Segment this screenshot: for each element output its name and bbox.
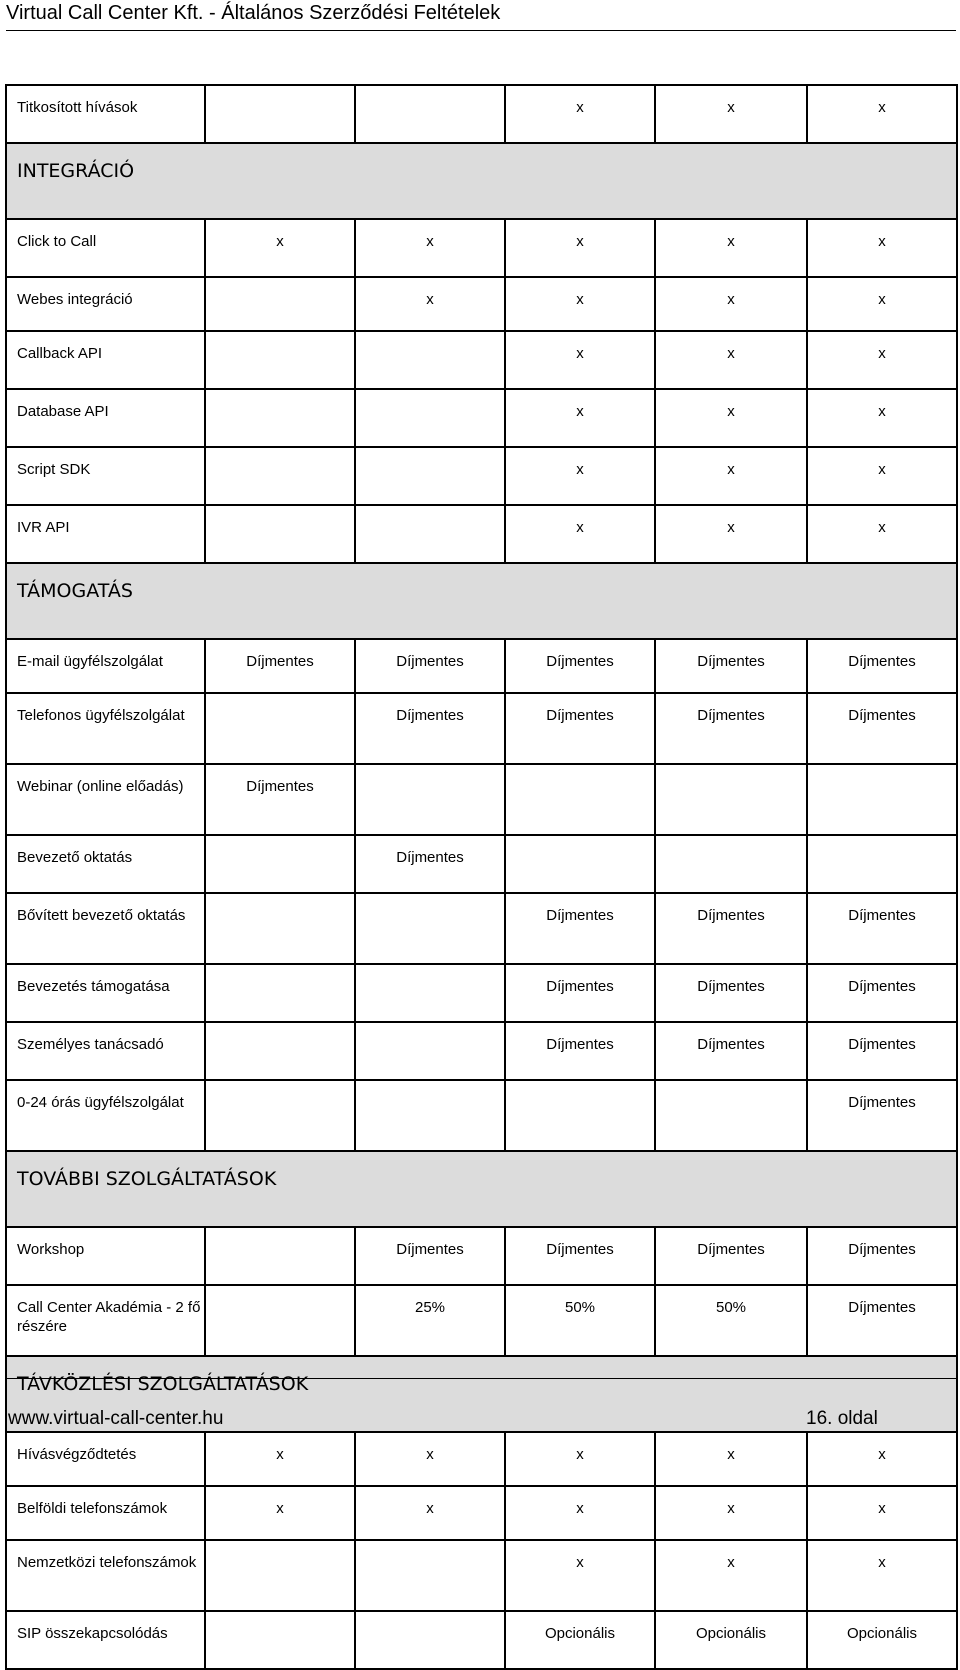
feature-label: Bevezető oktatás (6, 835, 205, 893)
plan-cell: Díjmentes (807, 1022, 957, 1080)
section-header-row (6, 1151, 957, 1227)
plan-cell: x (655, 1432, 807, 1486)
plan-cell (205, 1285, 355, 1356)
footer-page-number: 16. oldal (806, 1408, 878, 1429)
plan-cell (205, 1227, 355, 1285)
table-row (6, 1432, 957, 1486)
table-row (6, 835, 957, 893)
plan-cell: x (355, 219, 505, 277)
feature-label: Bevezetés támogatása (6, 964, 205, 1022)
section-header-row (6, 563, 957, 639)
plan-cell: Opcionális (505, 1611, 655, 1669)
table-row (6, 277, 957, 331)
feature-label: Személyes tanácsadó (6, 1022, 205, 1080)
plan-cell: Díjmentes (807, 639, 957, 693)
feature-comparison-table (5, 84, 958, 1670)
plan-cell: Díjmentes (655, 964, 807, 1022)
plan-cell (205, 1022, 355, 1080)
table-row (6, 1080, 957, 1151)
plan-cell: Díjmentes (807, 1080, 957, 1151)
table-row (6, 1227, 957, 1285)
table-row (6, 893, 957, 964)
table-row (6, 1285, 957, 1356)
plan-cell (205, 964, 355, 1022)
plan-cell (655, 835, 807, 893)
plan-cell: Díjmentes (655, 639, 807, 693)
plan-cell: x (205, 219, 355, 277)
feature-label: Telefonos ügyfélszolgálat (6, 693, 205, 764)
feature-label: Nemzetközi telefonszámok (6, 1540, 205, 1611)
feature-label: Hívásvégződtetés (6, 1432, 205, 1486)
plan-cell (355, 1022, 505, 1080)
plan-cell (355, 964, 505, 1022)
feature-label: E-mail ügyfélszolgálat (6, 639, 205, 693)
plan-cell (355, 85, 505, 143)
plan-cell: x (655, 505, 807, 563)
table-row (6, 764, 957, 835)
plan-cell: Díjmentes (505, 893, 655, 964)
plan-cell (205, 505, 355, 563)
plan-cell: 25% (355, 1285, 505, 1356)
plan-cell (355, 505, 505, 563)
table-row (6, 964, 957, 1022)
plan-cell: x (505, 219, 655, 277)
plan-cell (205, 85, 355, 143)
plan-cell (505, 1080, 655, 1151)
section-title: TÁVKÖZLÉSI SZOLGÁLTATÁSOK (6, 1356, 957, 1432)
plan-cell: x (505, 1486, 655, 1540)
plan-cell: Opcionális (807, 1611, 957, 1669)
plan-cell: Opcionális (655, 1611, 807, 1669)
plan-cell: x (807, 331, 957, 389)
plan-cell (205, 1611, 355, 1669)
feature-label: Titkosított hívások (6, 85, 205, 143)
plan-cell (655, 1080, 807, 1151)
plan-cell: Díjmentes (505, 1227, 655, 1285)
plan-cell: x (355, 1432, 505, 1486)
plan-cell (355, 1540, 505, 1611)
feature-label: IVR API (6, 505, 205, 563)
plan-cell: Díjmentes (505, 964, 655, 1022)
plan-cell: 50% (505, 1285, 655, 1356)
plan-cell: Díjmentes (205, 639, 355, 693)
plan-cell: x (205, 1486, 355, 1540)
plan-cell: Díjmentes (355, 693, 505, 764)
table-row (6, 1022, 957, 1080)
plan-cell (807, 835, 957, 893)
plan-cell (355, 764, 505, 835)
plan-cell: x (807, 505, 957, 563)
plan-cell: Díjmentes (505, 639, 655, 693)
plan-cell: x (355, 277, 505, 331)
plan-cell (205, 1540, 355, 1611)
feature-label: Workshop (6, 1227, 205, 1285)
plan-cell: Díjmentes (655, 693, 807, 764)
plan-cell (355, 1611, 505, 1669)
plan-cell: x (807, 1432, 957, 1486)
plan-cell: x (655, 389, 807, 447)
plan-cell: x (505, 85, 655, 143)
plan-cell: Díjmentes (807, 1227, 957, 1285)
plan-cell (355, 447, 505, 505)
feature-label: Call Center Akadémia - 2 fő részére (6, 1285, 205, 1356)
plan-cell: x (355, 1486, 505, 1540)
plan-cell: x (807, 277, 957, 331)
plan-cell: x (655, 219, 807, 277)
table-row (6, 639, 957, 693)
footer-website: www.virtual-call-center.hu (8, 1408, 224, 1429)
plan-cell: Díjmentes (205, 764, 355, 835)
plan-cell: x (655, 85, 807, 143)
plan-cell: x (505, 505, 655, 563)
table-row (6, 505, 957, 563)
plan-cell (205, 693, 355, 764)
plan-cell: x (505, 277, 655, 331)
plan-cell: x (655, 331, 807, 389)
feature-label: Webinar (online előadás) (6, 764, 205, 835)
feature-label: Bővített bevezető oktatás (6, 893, 205, 964)
plan-cell: Díjmentes (807, 1285, 957, 1356)
plan-cell: x (655, 447, 807, 505)
plan-cell: Díjmentes (355, 835, 505, 893)
table-row (6, 693, 957, 764)
plan-cell: x (807, 85, 957, 143)
feature-label: SIP összekapcsolódás (6, 1611, 205, 1669)
plan-cell (205, 835, 355, 893)
plan-cell: x (655, 1540, 807, 1611)
feature-label: Click to Call (6, 219, 205, 277)
plan-cell (205, 893, 355, 964)
plan-cell: Díjmentes (807, 964, 957, 1022)
plan-cell (355, 389, 505, 447)
table-row (6, 389, 957, 447)
plan-cell: x (655, 1486, 807, 1540)
plan-cell: x (505, 1432, 655, 1486)
table-row (6, 331, 957, 389)
footer-divider (6, 1378, 956, 1379)
table-row (6, 1540, 957, 1611)
table-row (6, 1486, 957, 1540)
feature-label: Callback API (6, 331, 205, 389)
plan-cell: x (505, 1540, 655, 1611)
feature-label: 0-24 órás ügyfélszolgálat (6, 1080, 205, 1151)
plan-cell (205, 331, 355, 389)
plan-cell: x (807, 389, 957, 447)
plan-cell: Díjmentes (355, 639, 505, 693)
plan-cell: Díjmentes (505, 1022, 655, 1080)
plan-cell (655, 764, 807, 835)
section-title: INTEGRÁCIÓ (6, 143, 957, 219)
plan-cell: x (505, 389, 655, 447)
plan-cell: Díjmentes (655, 1022, 807, 1080)
plan-cell (355, 331, 505, 389)
plan-cell (205, 277, 355, 331)
plan-cell: Díjmentes (807, 893, 957, 964)
plan-cell (355, 1080, 505, 1151)
plan-cell: x (655, 277, 807, 331)
plan-cell (505, 764, 655, 835)
table-row (6, 1611, 957, 1669)
plan-cell (807, 764, 957, 835)
section-header-row (6, 143, 957, 219)
table-row (6, 447, 957, 505)
section-title: TÁMOGATÁS (6, 563, 957, 639)
plan-cell (505, 835, 655, 893)
header-divider (6, 30, 956, 31)
feature-label: Webes integráció (6, 277, 205, 331)
feature-label: Database API (6, 389, 205, 447)
document-header-title: Virtual Call Center Kft. - Általános Szerződési Feltételek (6, 2, 501, 24)
table-row (6, 85, 957, 143)
plan-cell: Díjmentes (355, 1227, 505, 1285)
plan-cell (355, 893, 505, 964)
section-title: TOVÁBBI SZOLGÁLTATÁSOK (6, 1151, 957, 1227)
plan-cell (205, 1080, 355, 1151)
plan-cell (205, 447, 355, 505)
plan-cell: Díjmentes (655, 1227, 807, 1285)
plan-cell: x (807, 447, 957, 505)
plan-cell: x (807, 219, 957, 277)
plan-cell (205, 389, 355, 447)
plan-cell: x (205, 1432, 355, 1486)
feature-label: Belföldi telefonszámok (6, 1486, 205, 1540)
plan-cell: Díjmentes (505, 693, 655, 764)
plan-cell: Díjmentes (655, 893, 807, 964)
plan-cell: x (505, 331, 655, 389)
plan-cell: x (807, 1486, 957, 1540)
feature-label: Script SDK (6, 447, 205, 505)
table-row (6, 219, 957, 277)
plan-cell: x (505, 447, 655, 505)
plan-cell: 50% (655, 1285, 807, 1356)
plan-cell: Díjmentes (807, 693, 957, 764)
plan-cell: x (807, 1540, 957, 1611)
